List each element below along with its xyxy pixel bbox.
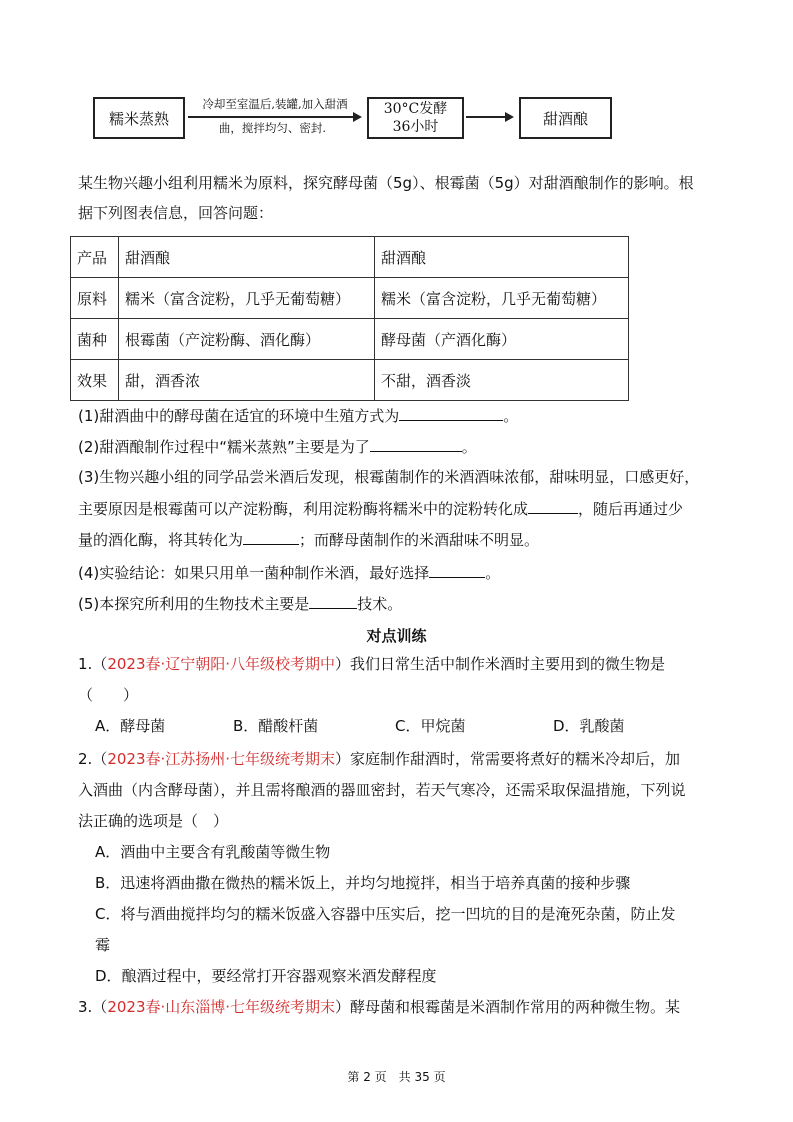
- question-3-line-2a: 主要原因是根霉菌可以产淀粉酶，利用淀粉酶将糯米中的淀粉转化成: [78, 500, 529, 518]
- option-d: D．乳酸菌: [553, 717, 625, 735]
- page-footer: 第 2 页 共 35 页: [347, 1070, 446, 1084]
- question-3-line-3: [78, 529, 539, 550]
- question-5: [78, 593, 402, 614]
- table-cell: 产品: [71, 237, 119, 278]
- item-1-number: 1.（: [78, 655, 108, 673]
- answer-blank-2: [370, 436, 462, 452]
- comparison-table: [70, 236, 629, 401]
- intro-line-1: 某生物兴趣小组利用糯米为原料，探究酵母菌（5g）、根霉菌（5g）对甜酒酿制作的影响。根: [78, 174, 694, 192]
- question-3-line-3a: 量的酒化酶，将其转化为: [78, 531, 244, 549]
- question-5-end: 技术。: [357, 595, 403, 613]
- table-cell: 根霉菌（产淀粉酶、酒化酶）: [119, 319, 375, 360]
- answer-blank-4: [429, 562, 485, 578]
- item-2-option-a: A．酒曲中主要含有乳酸菌等微生物: [95, 843, 331, 861]
- table-cell: 糯米（富含淀粉，几乎无葡萄糖）: [375, 278, 629, 319]
- flow-box-steamed-rice: [93, 97, 185, 139]
- question-2-text: (2)甜酒酿制作过程中“糯米蒸熟”主要是为了: [78, 438, 370, 456]
- item-2-source: 2023春·江苏扬州·七年级统考期末: [107, 750, 336, 768]
- answer-blank-1: [399, 405, 503, 421]
- question-4: [78, 562, 500, 583]
- item-2-option-c-line-2: 霉: [95, 936, 111, 954]
- item-3-number: 3.（: [78, 998, 108, 1016]
- item-3-text: ）酵母菌和根霉菌是米酒制作常用的两种微生物。某: [335, 998, 681, 1016]
- table-cell: 效果: [71, 360, 119, 401]
- item-2-stem-line-3: 法正确的选项是（ ）: [78, 812, 229, 830]
- item-1-text: ）我们日常生活中制作米酒时主要用到的微生物是: [335, 655, 666, 673]
- flow-arrow-2: [466, 116, 506, 118]
- flow-box-sweet-wine: [519, 97, 612, 139]
- table-cell: 甜酒酿: [119, 237, 375, 278]
- table-row: [71, 278, 629, 319]
- item-1-paren: （ ）: [78, 686, 139, 704]
- flow-arrowhead-2: [505, 112, 514, 122]
- table-cell: 甜酒酿: [375, 237, 629, 278]
- question-2: [78, 436, 477, 457]
- flow-arrow-1: [188, 116, 354, 118]
- item-1-stem: [78, 654, 665, 674]
- answer-blank-5: [309, 593, 357, 609]
- item-2-option-d: D．酿酒过程中，要经常打开容器观察米酒发酵程度: [95, 967, 437, 985]
- item-2-option-c-line-1: C．将与酒曲搅拌均匀的糯米饭盛入容器中压实后，挖一凹坑的目的是淹死杂菌，防止发: [95, 905, 676, 923]
- item-2-stem-line-2: 入酒曲（内含酵母菌），并且需将酿酒的器皿密封，若天气寒冷，还需采取保温措施，下列说: [78, 781, 686, 799]
- item-3-source: 2023春·山东淄博·七年级统考期末: [107, 998, 336, 1016]
- question-1: [78, 405, 518, 426]
- question-3-line-3b: ；而酵母菌制作的米酒甜味不明显。: [299, 531, 540, 549]
- answer-blank-3a: [528, 498, 578, 514]
- table-cell: 酵母菌（产酒化酶）: [375, 319, 629, 360]
- table-cell: 糯米（富含淀粉，几乎无葡萄糖）: [119, 278, 375, 319]
- question-1-end: 。: [503, 407, 519, 425]
- item-2-number: 2.（: [78, 750, 108, 768]
- table-cell: 菌种: [71, 319, 119, 360]
- question-3-line-1: (3)生物兴趣小组的同学品尝米酒后发现，根霉菌制作的米酒酒味浓郁，甜味明显，口感更好，: [78, 468, 700, 486]
- table-row: [71, 319, 629, 360]
- table-cell: 甜，酒香浓: [119, 360, 375, 401]
- table-row: [71, 237, 629, 278]
- question-3-line-2b: ，随后再通过少: [578, 500, 684, 518]
- item-2-stem-line-1: [78, 749, 680, 769]
- intro-line-2: 据下列图表信息，回答问题：: [78, 204, 274, 222]
- option-b: B．醋酸杆菌: [233, 717, 319, 735]
- answer-blank-3b: [243, 529, 299, 545]
- item-2-option-b: B．迅速将酒曲撒在微热的糯米饭上，并均匀地搅拌，相当于培养真菌的接种步骤: [95, 874, 631, 892]
- flow-step-label-2: [190, 120, 355, 137]
- question-4-end: 。: [485, 564, 501, 582]
- option-a: A．酵母菌: [95, 717, 166, 735]
- flow-box-fermentation: [367, 97, 464, 139]
- flow-box-sweet-wine-label: 甜酒酿: [542, 109, 588, 128]
- table-cell: 不甜，酒香淡: [375, 360, 629, 401]
- question-5-text: (5)本探究所利用的生物技术主要是: [78, 595, 310, 613]
- item-1-source: 2023春·辽宁朝阳·八年级校考期中: [107, 655, 336, 673]
- flow-step-line2: 曲，搅拌均匀、密封.: [218, 121, 327, 135]
- item-2-text-1: ）家庭制作甜酒时，常需要将煮好的糯米冷却后，加: [335, 750, 681, 768]
- section-title: 对点训练: [366, 627, 427, 645]
- item-3-stem: [78, 997, 680, 1017]
- table-row: [71, 360, 629, 401]
- option-c: C．甲烷菌: [395, 717, 466, 735]
- flow-box-fermentation-line1: 30°C发酵: [383, 101, 448, 117]
- item-1-options: [95, 716, 695, 736]
- flow-box-steamed-rice-label: 糯米蒸熟: [108, 109, 169, 128]
- question-1-text: (1)甜酒曲中的酵母菌在适宜的环境中生殖方式为: [78, 407, 400, 425]
- question-4-text: (4)实验结论：如果只用单一菌种制作米酒，最好选择: [78, 564, 430, 582]
- flow-step-label: [190, 96, 360, 113]
- flow-step-line1: 冷却至室温后,装罐,加入甜酒: [202, 97, 348, 111]
- question-2-end: 。: [461, 438, 477, 456]
- flow-box-fermentation-line2: 36小时: [392, 119, 439, 135]
- question-3-line-2: [78, 498, 683, 519]
- table-cell: 原料: [71, 278, 119, 319]
